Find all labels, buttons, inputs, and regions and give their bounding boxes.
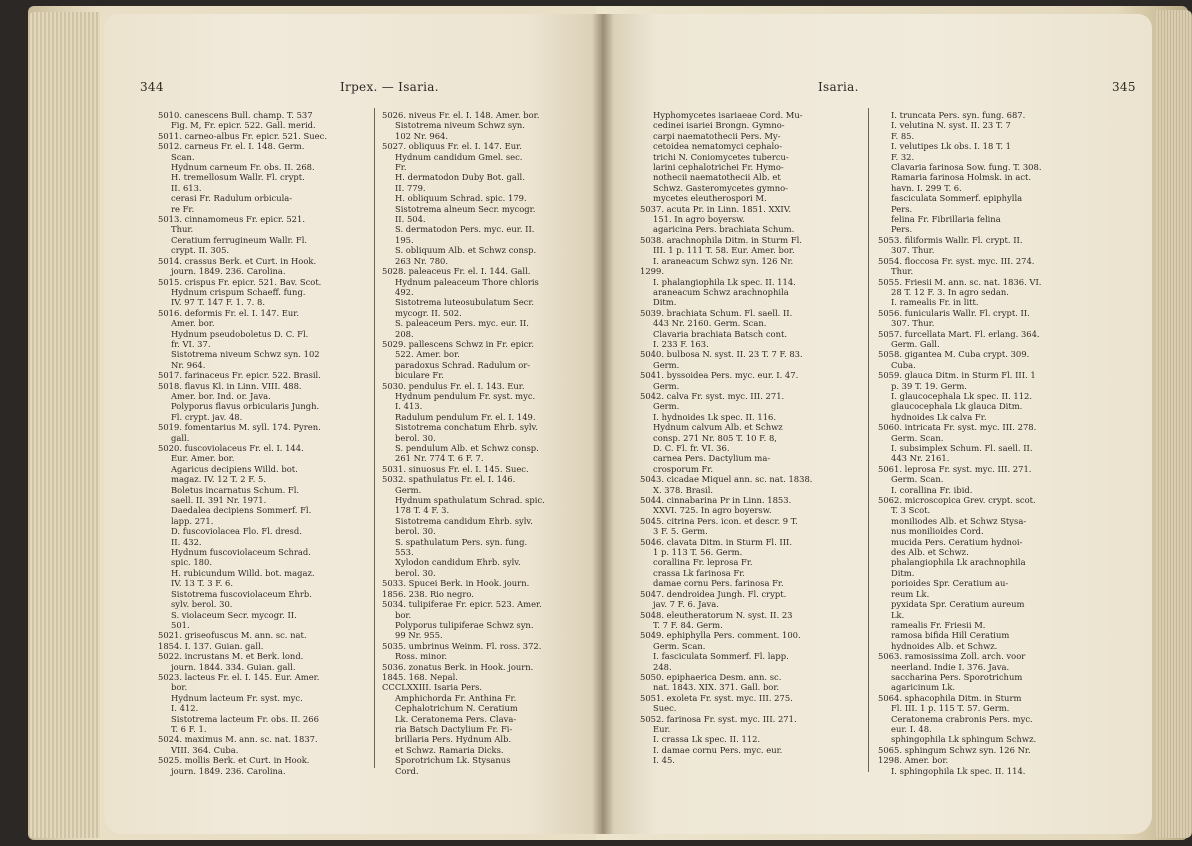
- catalogue-line: 1854. I. 137. Guian. gall.: [158, 640, 264, 651]
- page-edges-right: [1156, 10, 1192, 838]
- catalogue-line: 5022. incrustans M. et Berk. lond.: [158, 651, 304, 662]
- catalogue-line: Fig. M, Fr. epicr. 522. Gall. merid.: [171, 120, 316, 131]
- catalogue-line: pyxidata Spr. Ceratium aureum: [891, 599, 1025, 610]
- left-page-column-2: [382, 110, 596, 776]
- catalogue-line: I. truncata Pers. syn. fung. 687.: [891, 110, 1026, 120]
- catalogue-line: 5044. cinnabarina Pr in Linn. 1853.: [640, 495, 792, 506]
- catalogue-line: 1299.: [640, 266, 664, 277]
- right-page-column-1: [640, 110, 866, 766]
- catalogue-line: 5062. microscopica Grev. crypt. scot.: [878, 495, 1036, 506]
- catalogue-line: 307. Thur.: [891, 245, 935, 256]
- catalogue-line: Cephalotrichum N. Ceratium: [395, 703, 518, 714]
- catalogue-line: 5016. deformis Fr. el. I. 147. Eur.: [158, 307, 300, 318]
- catalogue-line: 5013. cinnamomeus Fr. epicr. 521.: [158, 214, 305, 225]
- catalogue-line: 5035. umbrinus Weinm. Fl. ross. 372.: [382, 640, 542, 651]
- catalogue-line: lapp. 271.: [171, 515, 214, 526]
- catalogue-line: Eur. Amer. bor.: [171, 453, 235, 464]
- catalogue-line: 208.: [395, 328, 414, 339]
- catalogue-line: p. 39 T. 19. Germ.: [891, 380, 967, 391]
- catalogue-line: mucida Pers. Ceratium hydnoi-: [891, 536, 1023, 547]
- catalogue-line: 261 Nr. 774 T. 6 F. 7.: [395, 453, 484, 464]
- catalogue-line: H. dermatodon Duby Bot. gall.: [395, 172, 525, 183]
- catalogue-line: paradoxus Schrad. Radulum or-: [395, 359, 531, 370]
- catalogue-line: havn. I. 299 T. 6.: [891, 182, 962, 193]
- catalogue-line: et Schwz. Ramaria Dicks.: [395, 744, 504, 755]
- catalogue-line: saell. II. 391 Nr. 1971.: [171, 495, 267, 506]
- catalogue-line: Sistotrema fuscoviolaceum Ehrb.: [171, 588, 312, 599]
- catalogue-line: 5038. arachnophila Ditm. in Sturm Fl.: [640, 234, 802, 245]
- catalogue-line: nothecii naematothecii Alb. et: [653, 172, 781, 183]
- catalogue-line: ramealis Fr. Friesii M.: [891, 619, 986, 630]
- catalogue-line: 248.: [653, 661, 672, 672]
- catalogue-line: neerland. Indie I. 376. Java.: [891, 661, 1010, 672]
- catalogue-line: D. fuscoviolacea Flo. Fl. dresd.: [171, 526, 302, 537]
- catalogue-line: S. pendulum Alb. et Schwz consp.: [395, 443, 539, 453]
- catalogue-line: 5020. fuscoviolaceus Fr. el. I. 144.: [158, 443, 304, 453]
- catalogue-line: II. 613.: [171, 182, 202, 193]
- catalogue-line: 5025. mollis Berk. et Curt. in Hook.: [158, 755, 310, 766]
- catalogue-line: consp. 271 Nr. 805 T. 10 F. 8,: [653, 432, 777, 443]
- catalogue-line: cerasi Fr. Radulum orbicula-: [171, 193, 293, 204]
- left-page-number: 344: [140, 80, 164, 94]
- catalogue-line: T. 6 F. 1.: [171, 723, 207, 734]
- catalogue-line: Hyphomycetes isariaeae Cord. Mu-: [653, 110, 803, 120]
- catalogue-line: 1298. Amer. bor.: [878, 755, 949, 766]
- catalogue-line: bor.: [395, 609, 412, 620]
- catalogue-line: Pers.: [891, 224, 913, 235]
- catalogue-line: 5047. dendroidea Jungh. Fl. crypt.: [640, 588, 787, 599]
- catalogue-line: 5034. tulipiferae Fr. epicr. 523. Amer.: [382, 599, 542, 610]
- catalogue-line: I. velutipes Lk obs. I. 18 T. 1: [891, 141, 1011, 152]
- catalogue-line: cetoidea nematomyci cephalo-: [653, 141, 783, 152]
- catalogue-line: 5049. ephiphylla Pers. comment. 100.: [640, 630, 801, 641]
- catalogue-line: fr. VI. 37.: [171, 338, 211, 349]
- catalogue-line: 3 F. 5. Germ.: [653, 526, 708, 537]
- catalogue-line: 5023. lacteus Fr. el. I. 145. Eur. Amer.: [158, 671, 320, 682]
- catalogue-line: des Alb. et Schwz.: [891, 547, 969, 558]
- catalogue-line: 5024. maximus M. ann. sc. nat. 1837.: [158, 734, 318, 745]
- catalogue-line: Hydnum pseudoboletus D. C. Fl.: [171, 328, 309, 339]
- catalogue-line: Xylodon candidum Ehrb. sylv.: [395, 557, 521, 568]
- catalogue-line: I. araneacum Schwz syn. 126 Nr.: [653, 255, 794, 266]
- catalogue-line: I. fasciculata Sommerf. Fl. lapp.: [653, 651, 789, 662]
- catalogue-line: I. 413.: [395, 401, 423, 412]
- catalogue-line: moniliodes Alb. et Schwz Stysa-: [891, 515, 1027, 526]
- catalogue-line: II. 504.: [395, 214, 426, 225]
- catalogue-line: 5032. spathulatus Fr. el. I. 146.: [382, 474, 516, 485]
- catalogue-line: T. 3 Scot.: [891, 505, 931, 516]
- column-rule: [374, 108, 375, 768]
- catalogue-line: 5055. Friesii M. ann. sc. nat. 1836. VI.: [878, 276, 1042, 287]
- column-rule: [868, 108, 869, 772]
- catalogue-line: 5015. crispus Fr. epicr. 521. Bav. Scot.: [158, 276, 322, 287]
- catalogue-line: Germ.: [653, 380, 680, 391]
- catalogue-line: ria Batsch Dactylium Fr. Fi-: [395, 723, 513, 734]
- catalogue-line: I. phalangiophila Lk spec. II. 114.: [653, 276, 796, 287]
- catalogue-line: 5037. acuta Pr. in Linn. 1851. XXIV.: [640, 203, 791, 214]
- catalogue-line: spic. 180.: [171, 557, 212, 568]
- catalogue-line: 5053. filiformis Wallr. Fl. crypt. II.: [878, 234, 1023, 245]
- catalogue-line: Ross. minor.: [395, 651, 448, 662]
- catalogue-line: 1 p. 113 T. 56. Germ.: [653, 547, 743, 558]
- catalogue-line: Clavaria brachiata Batsch cont.: [653, 328, 787, 339]
- catalogue-line: II. 779.: [395, 182, 426, 193]
- catalogue-line: 1856. 238. Rio negro.: [382, 588, 474, 599]
- catalogue-line: mycetes eleutherospori M.: [653, 193, 767, 204]
- catalogue-line: 5064. sphacophila Ditm. in Sturm: [878, 692, 1022, 703]
- catalogue-line: Sistotrema alneum Secr. mycogr.: [395, 203, 536, 214]
- catalogue-line: S. spathulatum Pers. syn. fung.: [395, 536, 528, 547]
- catalogue-line: biculare Fr.: [395, 370, 444, 381]
- catalogue-line: agaricina Pers. brachiata Schum.: [653, 224, 795, 235]
- right-running-title: Isaria.: [818, 80, 859, 94]
- catalogue-line: Agaricus decipiens Willd. bot.: [171, 463, 298, 474]
- catalogue-line: hydnoides Alb. et Schwz.: [891, 640, 998, 651]
- catalogue-line: 5031. sinuosus Fr. el. I. 145. Suec.: [382, 463, 529, 474]
- catalogue-line: damae cornu Pers. farinosa Fr.: [653, 578, 784, 589]
- catalogue-line: bor.: [171, 682, 188, 693]
- catalogue-line: Daedalea decipiens Sommerf. Fl.: [171, 505, 312, 516]
- catalogue-line: Germ. Scan.: [891, 474, 944, 485]
- catalogue-line: 5048. eleutheratorum N. syst. II. 23: [640, 609, 793, 620]
- catalogue-line: XXVI. 725. In agro boyersw.: [653, 505, 772, 516]
- catalogue-line: Radulum pendulum Fr. el. I. 149.: [395, 411, 536, 422]
- catalogue-line: Suec.: [653, 703, 677, 714]
- catalogue-line: 102 Nr. 964.: [395, 130, 449, 141]
- catalogue-line: nat. 1843. XIX. 371. Gall. bor.: [653, 682, 780, 693]
- catalogue-line: Eur.: [653, 723, 671, 734]
- catalogue-line: crypt. II. 305.: [171, 245, 230, 256]
- catalogue-line: 151. In agro boyersw.: [653, 214, 745, 225]
- catalogue-line: 5026. niveus Fr. el. I. 148. Amer. bor.: [382, 110, 540, 120]
- catalogue-line: I. velutina N. syst. II. 23 T. 7: [891, 120, 1011, 131]
- catalogue-line: Hydnum pendulum Fr. syst. myc.: [395, 390, 536, 401]
- catalogue-line: D. C. Fl. fr. VI. 36.: [653, 443, 730, 453]
- catalogue-line: Sistotrema lacteum Fr. obs. II. 266: [171, 713, 319, 724]
- catalogue-line: mycogr. II. 502.: [395, 307, 462, 318]
- catalogue-line: H. obliquum Schrad. spic. 179.: [395, 193, 527, 204]
- catalogue-line: Sistotrema candidum Ehrb. sylv.: [395, 515, 533, 526]
- page-edges-left: [28, 12, 100, 838]
- catalogue-line: H. tremellosum Wallr. Fl. crypt.: [171, 172, 305, 183]
- catalogue-line: felina Fr. Fibrillaria felina: [891, 214, 1001, 225]
- catalogue-line: IV. 97 T. 147 F. 1. 7. 8.: [171, 297, 265, 308]
- catalogue-line: 5057. furcellata Mart. Fl. erlang. 364.: [878, 328, 1040, 339]
- catalogue-line: Sistotrema conchatum Ehrb. sylv.: [395, 422, 538, 433]
- catalogue-line: Hydnum fuscoviolaceum Schrad.: [171, 547, 311, 558]
- catalogue-line: 5036. zonatus Berk. in Hook. journ.: [382, 661, 534, 672]
- catalogue-line: 5028. paleaceus Fr. el. I. 144. Gall.: [382, 266, 531, 277]
- catalogue-line: eur. I. 48.: [891, 723, 932, 734]
- catalogue-line: Ramaria farinosa Holmsk. in act.: [891, 172, 1032, 183]
- catalogue-line: 5019. fomentarius M. syll. 174. Pyren.: [158, 422, 321, 433]
- catalogue-line: Fl. III. 1 p. 115 T. 57. Germ.: [891, 703, 1010, 714]
- catalogue-line: 5060. intricata Fr. syst. myc. III. 278.: [878, 422, 1037, 433]
- catalogue-line: Hydnum paleaceum Thore chloris: [395, 276, 539, 287]
- catalogue-line: agaricinum Lk.: [891, 682, 956, 693]
- catalogue-line: 28 T. 12 F. 3. In agro sedan.: [891, 286, 1009, 297]
- catalogue-line: Germ.: [395, 484, 422, 495]
- catalogue-line: 5018. flavus Kl. in Linn. VIII. 488.: [158, 380, 302, 391]
- catalogue-line: Amer. bor. Ind. or. Java.: [171, 390, 271, 401]
- catalogue-line: I. 45.: [653, 755, 675, 766]
- catalogue-line: Clavaria farinosa Sow. fung. T. 308.: [891, 162, 1042, 173]
- catalogue-line: Fl. crypt. jav. 48.: [171, 411, 243, 422]
- catalogue-line: Amphichorda Fr. Anthina Fr.: [395, 692, 517, 703]
- catalogue-line: Thur.: [891, 266, 914, 277]
- catalogue-line: S. dermatodon Pers. myc. eur. II.: [395, 224, 535, 235]
- catalogue-line: berol. 30.: [395, 567, 436, 578]
- catalogue-line: 522. Amer. bor.: [395, 349, 460, 360]
- catalogue-line: 5030. pendulus Fr. el. I. 143. Eur.: [382, 380, 525, 391]
- catalogue-line: trichi N. Coniomycetes tubercu-: [653, 151, 789, 162]
- catalogue-line: Ditm.: [891, 567, 915, 578]
- catalogue-line: 307. Thur.: [891, 318, 935, 329]
- catalogue-line: Hydnum carneum Fr. obs. II. 268.: [171, 162, 315, 173]
- catalogue-line: phalangiophila Lk arachnophila: [891, 557, 1026, 568]
- catalogue-line: 195.: [395, 234, 414, 245]
- catalogue-line: Germ. Scan.: [653, 640, 706, 651]
- catalogue-line: Ceratonema crabronis Pers. myc.: [891, 713, 1033, 724]
- book-gutter: [592, 14, 614, 834]
- catalogue-line: I. crassa Lk spec. II. 112.: [653, 734, 761, 745]
- catalogue-line: re Fr.: [171, 203, 195, 214]
- catalogue-line: 5033. Spucei Berk. in Hook. journ.: [382, 578, 530, 589]
- catalogue-line: Sistotrema luteosubulatum Secr.: [395, 297, 535, 308]
- catalogue-line: Germ.: [653, 359, 680, 370]
- catalogue-line: 492.: [395, 286, 414, 297]
- catalogue-line: Thur.: [171, 224, 194, 235]
- catalogue-line: Hydnum calvum Alb. et Schwz: [653, 422, 783, 433]
- catalogue-line: 5039. brachiata Schum. Fl. saell. II.: [640, 307, 793, 318]
- catalogue-line: gall.: [171, 432, 190, 443]
- catalogue-line: Polyporus flavus orbicularis Jungh.: [171, 401, 320, 412]
- catalogue-line: crassa Lk farinosa Fr.: [653, 567, 745, 578]
- catalogue-line: Ceratium ferrugineum Wallr. Fl.: [171, 234, 308, 245]
- catalogue-line: cedinei isariei Brongn. Gymno-: [653, 120, 785, 131]
- catalogue-line: Lk.: [891, 609, 905, 620]
- catalogue-line: hydnoides Lk calva Fr.: [891, 411, 987, 422]
- catalogue-line: journ. 1849. 236. Carolina.: [171, 765, 286, 776]
- catalogue-line: 5052. farinosa Fr. syst. myc. III. 271.: [640, 713, 797, 724]
- catalogue-line: VIII. 364. Cuba.: [171, 744, 239, 755]
- catalogue-line: 1845. 168. Nepal.: [382, 671, 458, 682]
- catalogue-line: fasciculata Sommerf. epiphylla: [891, 193, 1023, 204]
- catalogue-line: sphingophila Lk sphingum Schwz.: [891, 734, 1037, 745]
- catalogue-line: 553.: [395, 547, 414, 558]
- catalogue-line: Scan.: [171, 151, 195, 162]
- catalogue-line: Sporotrichum Lk. Stysanus: [395, 755, 511, 766]
- catalogue-line: 5050. epiphaerica Desm. ann. sc.: [640, 671, 782, 682]
- catalogue-line: Germ. Scan.: [891, 432, 944, 443]
- catalogue-line: S. violaceum Secr. mycogr. II.: [171, 609, 297, 620]
- catalogue-line: X. 378. Brasil.: [653, 484, 714, 495]
- catalogue-line: I. subsimplex Schum. Fl. saell. II.: [891, 443, 1033, 453]
- left-page: [104, 14, 602, 834]
- catalogue-line: 5011. carneo-albus Fr. epicr. 521. Suec.: [158, 130, 327, 141]
- catalogue-line: Cuba.: [891, 359, 916, 370]
- catalogue-line: porioides Spr. Ceratium au-: [891, 578, 1009, 589]
- catalogue-line: I. sphingophila Lk spec. II. 114.: [891, 765, 1026, 776]
- catalogue-line: Schwz. Gasteromycetes gymno-: [653, 182, 788, 193]
- catalogue-line: Sistotrema niveum Schwz syn.: [395, 120, 525, 131]
- catalogue-line: 5061. leprosa Fr. syst. myc. III. 271.: [878, 463, 1032, 474]
- catalogue-line: araneacum Schwz arachnophila: [653, 286, 789, 297]
- catalogue-line: I. glaucocephala Lk spec. II. 112.: [891, 390, 1033, 401]
- catalogue-line: 5058. gigantea M. Cuba crypt. 309.: [878, 349, 1030, 360]
- catalogue-line: 5021. griseofuscus M. ann. sc. nat.: [158, 630, 307, 641]
- catalogue-line: 5045. citrina Pers. icon. et descr. 9 T.: [640, 515, 798, 526]
- catalogue-line: I. 233 F. 163.: [653, 338, 709, 349]
- catalogue-line: 5042. calva Fr. syst. myc. III. 271.: [640, 390, 785, 401]
- catalogue-line: journ. 1844. 334. Guian. gall.: [171, 661, 296, 672]
- catalogue-line: 5056. funicularis Wallr. Fl. crypt. II.: [878, 307, 1030, 318]
- catalogue-line: 99 Nr. 955.: [395, 630, 443, 641]
- catalogue-line: carnea Pers. Dactylium ma-: [653, 453, 771, 464]
- catalogue-line: 5017. farinaceus Fr. epicr. 522. Brasil.: [158, 370, 321, 381]
- catalogue-line: Hydnum crispum Schaeff. fung.: [171, 286, 306, 297]
- catalogue-line: 5041. byssoidea Pers. myc. eur. I. 47.: [640, 370, 799, 381]
- catalogue-line: Polyporus tulipiferae Schwz syn.: [395, 619, 534, 630]
- catalogue-line: Amer. bor.: [171, 318, 215, 329]
- catalogue-line: II. 432.: [171, 536, 202, 547]
- catalogue-line: III. 1 p. 111 T. 58. Eur. Amer. bor.: [653, 245, 795, 256]
- catalogue-line: Pers.: [891, 203, 913, 214]
- catalogue-line: ramosa bifida Hill Ceratium: [891, 630, 1010, 641]
- catalogue-line: F. 32.: [891, 151, 915, 162]
- catalogue-line: 443 Nr. 2160. Germ. Scan.: [653, 318, 767, 329]
- catalogue-line: 263 Nr. 780.: [395, 255, 449, 266]
- catalogue-line: Cord.: [395, 765, 419, 776]
- catalogue-line: carpi naematothecii Pers. My-: [653, 130, 781, 141]
- catalogue-line: Sistotrema niveum Schwz syn. 102: [171, 349, 320, 360]
- catalogue-line: reum Lk.: [891, 588, 930, 599]
- catalogue-line: Lk. Ceratonema Pers. Clava-: [395, 713, 517, 724]
- right-page-number: 345: [1112, 80, 1136, 94]
- catalogue-line: I. hydnoides Lk spec. II. 116.: [653, 411, 777, 422]
- catalogue-line: glaucocephala Lk glauca Ditm.: [891, 401, 1023, 412]
- catalogue-line: I. 412.: [171, 703, 199, 714]
- catalogue-line: Hydnum lacteum Fr. syst. myc.: [171, 692, 303, 703]
- catalogue-line: 178 T. 4 F. 3.: [395, 505, 450, 516]
- catalogue-line: Hydnum spathulatum Schrad. spic.: [395, 495, 545, 506]
- catalogue-line: I. ramealis Fr. in litt.: [891, 297, 979, 308]
- right-page-column-2: [878, 110, 1110, 776]
- catalogue-line: Germ. Gall.: [891, 338, 940, 349]
- catalogue-line: 5059. glauca Ditm. in Sturm Fl. III. 1: [878, 370, 1036, 381]
- catalogue-line: 5043. cicadae Miquel ann. sc. nat. 1838.: [640, 474, 813, 485]
- catalogue-line: berol. 30.: [395, 526, 436, 537]
- catalogue-line: 5040. bulbosa N. syst. II. 23 T. 7 F. 83.: [640, 349, 803, 360]
- catalogue-line: 5054. floccosa Fr. syst. myc. III. 274.: [878, 255, 1035, 266]
- catalogue-line: 5012. carneus Fr. el. I. 148. Germ.: [158, 141, 305, 152]
- catalogue-line: 5051. exoleta Fr. syst. myc. III. 275.: [640, 692, 793, 703]
- left-page-column-1: [158, 110, 370, 776]
- catalogue-line: 5027. obliquus Fr. el. I. 147. Eur.: [382, 141, 522, 152]
- left-running-title: Irpex. — Isaria.: [340, 80, 439, 94]
- catalogue-line: Nr. 964.: [171, 359, 206, 370]
- catalogue-line: S. obliquum Alb. et Schwz consp.: [395, 245, 537, 256]
- catalogue-line: I. corallina Fr. ibid.: [891, 484, 973, 495]
- catalogue-line: larini cephalotrichei Fr. Hymo-: [653, 162, 784, 173]
- catalogue-line: F. 85.: [891, 130, 915, 141]
- catalogue-line: Boletus incarnatus Schum. Fl.: [171, 484, 300, 495]
- catalogue-line: 443 Nr. 2161.: [891, 453, 950, 464]
- catalogue-line: nus monilioides Cord.: [891, 526, 984, 537]
- catalogue-line: 5029. pallescens Schwz in Fr. epicr.: [382, 338, 535, 349]
- catalogue-line: 5063. ramosissima Zoll. arch. voor: [878, 651, 1026, 662]
- catalogue-line: Ditm.: [653, 297, 677, 308]
- catalogue-line: 501.: [171, 619, 190, 630]
- catalogue-line: T. 7 F. 84. Germ.: [653, 619, 723, 630]
- catalogue-line: saccharina Pers. Sporotrichum: [891, 671, 1023, 682]
- right-page: [602, 14, 1152, 834]
- catalogue-line: Hydnum candidum Gmel. sec.: [395, 151, 523, 162]
- catalogue-line: magaz. IV. 12 T. 2 F. 5.: [171, 474, 267, 485]
- catalogue-line: 5046. clavata Ditm. in Sturm Fl. III.: [640, 536, 793, 547]
- catalogue-line: Germ.: [653, 401, 680, 412]
- catalogue-line: I. damae cornu Pers. myc. eur.: [653, 744, 783, 755]
- catalogue-line: jav. 7 F. 6. Java.: [653, 599, 719, 610]
- catalogue-line: CCCLXXIII. Isaria Pers.: [382, 682, 483, 693]
- catalogue-line: Fr.: [395, 162, 407, 173]
- catalogue-line: 5014. crassus Berk. et Curt. in Hook.: [158, 255, 317, 266]
- catalogue-line: H. rubicundum Willd. bot. magaz.: [171, 567, 315, 578]
- catalogue-line: brillaria Pers. Hydnum Alb.: [395, 734, 512, 745]
- catalogue-line: S. paleaceum Pers. myc. eur. II.: [395, 318, 529, 329]
- catalogue-line: journ. 1849. 236. Carolina.: [171, 266, 286, 277]
- catalogue-line: crosporum Fr.: [653, 463, 713, 474]
- catalogue-line: IV. 13 T. 3 F. 6.: [171, 578, 234, 589]
- catalogue-line: corallina Fr. leprosa Fr.: [653, 557, 753, 568]
- catalogue-line: 5010. canescens Bull. champ. T. 537: [158, 110, 313, 120]
- catalogue-line: berol. 30.: [395, 432, 436, 443]
- catalogue-line: sylv. berol. 30.: [171, 599, 233, 610]
- catalogue-line: 5065. sphingum Schwz syn. 126 Nr.: [878, 744, 1031, 755]
